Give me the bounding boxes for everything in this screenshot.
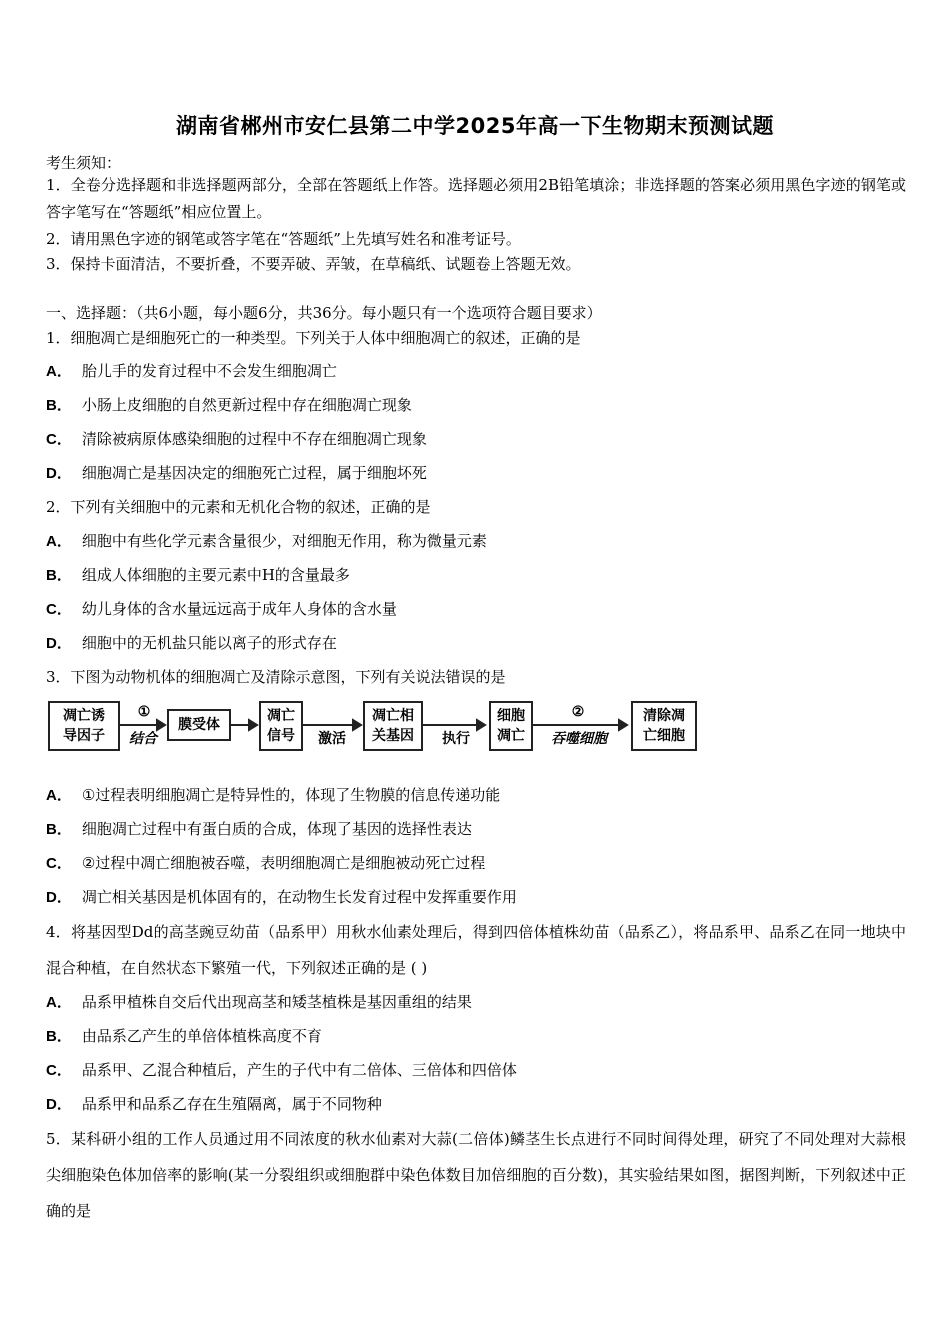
option-text: 凋亡相关基因是机体固有的，在动物生长发育过程中发挥重要作用 <box>81 888 517 906</box>
option-text: ②过程中凋亡细胞被吞噬，表明细胞凋亡是细胞被动死亡过程 <box>81 854 486 872</box>
note-item-3: 3．保持卡面清洁，不要折叠，不要弄破、弄皱，在草稿纸、试题卷上答题无效。 <box>46 255 581 273</box>
question-4-option-c <box>46 1059 517 1080</box>
option-label: D． <box>46 465 72 482</box>
option-label: D． <box>46 889 72 906</box>
question-4-option-d <box>46 1093 382 1114</box>
question-1-option-d <box>46 462 427 483</box>
question-4-option-b <box>46 1025 322 1046</box>
box-text-line-2: 亡细胞 <box>643 728 685 744</box>
option-label: A． <box>46 533 72 550</box>
box-apoptosis-genes <box>363 701 423 751</box>
box-text-line-1: 凋亡诱 <box>63 708 105 724</box>
option-label: C． <box>46 1062 72 1079</box>
option-text: 品系甲植株自交后代出现高茎和矮茎植株是基因重组的结果 <box>81 993 472 1011</box>
option-label: A． <box>46 787 72 804</box>
option-text: 组成人体细胞的主要元素中H的含量最多 <box>81 566 350 584</box>
question-2-stem: 2．下列有关细胞中的元素和无机化合物的叙述，正确的是 <box>46 498 431 516</box>
arrow-1-label-bottom: 结合 <box>129 731 157 747</box>
option-text: 品系甲和品系乙存在生殖隔离，属于不同物种 <box>81 1095 382 1113</box>
box-text-line-1: 凋亡相 <box>372 708 414 724</box>
note-item-2: 2．请用黑色字迹的钢笔或答字笔在“答题纸”上先填写姓名和准考证号。 <box>46 230 521 248</box>
question-2-option-d <box>46 632 337 653</box>
question-1-option-c <box>46 428 427 449</box>
option-text: 清除被病原体感染细胞的过程中不存在细胞凋亡现象 <box>81 430 427 448</box>
arrow-5-head <box>619 720 627 730</box>
arrow-3-label: 激活 <box>318 731 346 747</box>
question-1-stem: 1．细胞凋亡是细胞死亡的一种类型。下列关于人体中细胞凋亡的叙述，正确的是 <box>46 329 581 347</box>
box-text-line-1: 清除凋 <box>643 708 685 724</box>
option-text: 品系甲、乙混合种植后，产生的子代中有二倍体、三倍体和四倍体 <box>81 1061 517 1079</box>
option-label: D． <box>46 1096 72 1113</box>
box-membrane-receptor: 膜受体 <box>167 709 231 741</box>
option-text: 胎儿手的发育过程中不会发生细胞凋亡 <box>81 362 337 380</box>
page-title: 湖南省郴州市安仁县第二中学2025年高一下生物期末预测试题 <box>176 114 774 138</box>
option-label: A． <box>46 363 72 380</box>
option-text: 细胞凋亡过程中有蛋白质的合成，体现了基因的选择性表达 <box>81 820 472 838</box>
option-text: 小肠上皮细胞的自然更新过程中存在细胞凋亡现象 <box>81 396 412 414</box>
note-item-1: 1．全卷分选择题和非选择题两部分，全部在答题纸上作答。选择题必须用2B铅笔填涂；非选择题的答案必须用黑色字迹的钢笔或答字笔写在“答题纸”相应位置上。 <box>46 176 906 221</box>
box-apoptosis-inducer <box>48 701 120 751</box>
arrow-5-label-top: ② <box>571 704 585 720</box>
option-label: D． <box>46 635 72 652</box>
box-text-line-2: 凋亡 <box>497 728 525 744</box>
question-5-stem: 5．某科研小组的工作人员通过用不同浓度的秋水仙素对大蒜(二倍体)鳞茎生长点进行不同时间得处理，研究了不同处理对大蒜根尖细胞染色体加倍率的影响(某一分裂组织或细胞群中染色体数目加倍细胞的百分数)，其实验结果如图，据图判断，下列叙述中正确的是 <box>46 1130 906 1220</box>
box-apoptosis-signal <box>259 701 303 751</box>
box-text-line-2: 导因子 <box>63 728 105 744</box>
option-label: B． <box>46 397 72 414</box>
question-3-option-a <box>46 784 500 805</box>
arrow-2-head <box>249 720 257 730</box>
box-text-line-2: 信号 <box>267 728 295 744</box>
option-label: C． <box>46 431 72 448</box>
notes-heading: 考生须知： <box>46 154 122 172</box>
option-label: B． <box>46 821 72 838</box>
option-label: B． <box>46 1028 72 1045</box>
question-1-option-b <box>46 394 412 415</box>
option-text: 幼儿身体的含水量远远高于成年人身体的含水量 <box>81 600 397 618</box>
question-3-option-d <box>46 886 517 907</box>
section-heading: 一、选择题：（共6小题，每小题6分，共36分。每小题只有一个选项符合题目要求） <box>46 304 602 322</box>
question-4-option-a <box>46 991 472 1012</box>
question-2-option-c <box>46 598 397 619</box>
option-label: B． <box>46 567 72 584</box>
arrow-1-label-top: ① <box>137 704 151 720</box>
arrow-4-label: 执行 <box>442 731 470 747</box>
box-text-line-1: 细胞 <box>497 708 525 724</box>
box-clear-apoptotic-cells <box>631 701 697 751</box>
option-label: C． <box>46 855 72 872</box>
question-4-stem: 4．将基因型Dd的高茎豌豆幼苗（品系甲）用秋水仙素处理后，得到四倍体植株幼苗（品系乙），将品系甲、品系乙在同一地块中混合种植，在自然状态下繁殖一代，下列叙述正确的是 ( ) <box>46 923 906 977</box>
option-label: A． <box>46 994 72 1011</box>
question-3-option-b <box>46 818 472 839</box>
question-1-option-a <box>46 360 337 381</box>
option-text: 细胞中的无机盐只能以离子的形式存在 <box>81 634 337 652</box>
box-text-line-1: 凋亡 <box>267 708 295 724</box>
option-text: ①过程表明细胞凋亡是特异性的，体现了生物膜的信息传递功能 <box>81 786 501 804</box>
arrow-5-label-bottom: 吞噬细胞 <box>551 731 607 747</box>
question-2-option-a <box>46 530 487 551</box>
option-text: 细胞凋亡是基因决定的细胞死亡过程，属于细胞坏死 <box>81 464 427 482</box>
option-text: 由品系乙产生的单倍体植株高度不育 <box>81 1027 322 1045</box>
box-cell-apoptosis <box>489 701 533 751</box>
option-text: 细胞中有些化学元素含量很少，对细胞无作用，称为微量元素 <box>81 532 487 550</box>
question-2-option-b <box>46 564 350 585</box>
question-3-option-c <box>46 852 485 873</box>
box-text-line-2: 关基因 <box>372 728 414 744</box>
question-3-stem: 3．下图为动物机体的细胞凋亡及清除示意图，下列有关说法错误的是 <box>46 668 506 686</box>
option-label: C． <box>46 601 72 618</box>
